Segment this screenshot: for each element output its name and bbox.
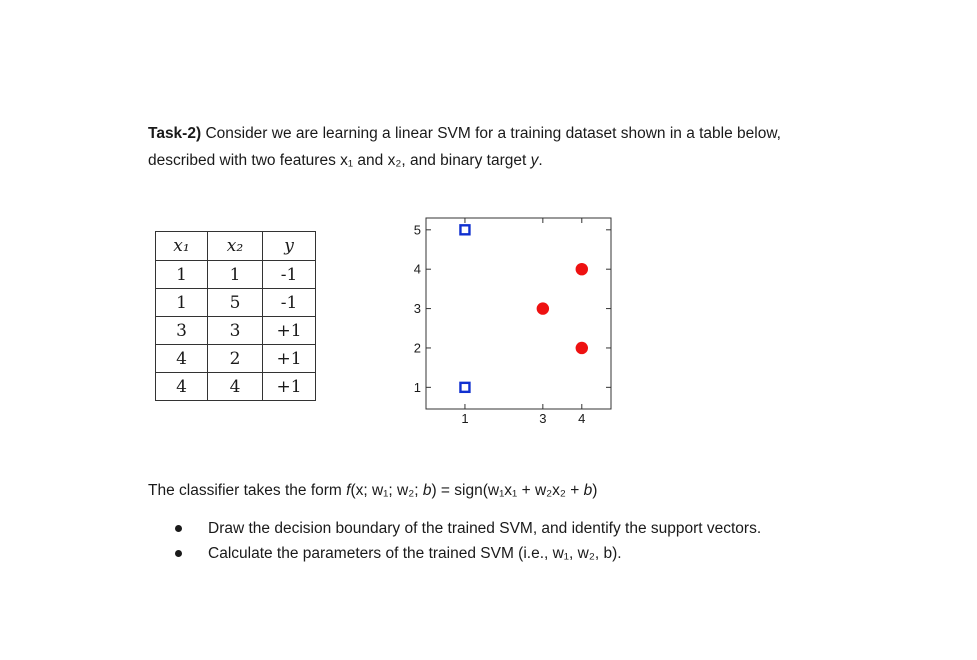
list-item: [175, 516, 761, 541]
table-cell: 3: [208, 317, 263, 345]
data-point-positive: [576, 263, 588, 275]
bullet-text: Calculate the parameters of the trained SVM (i.e., w₁, w₂, b).: [208, 545, 622, 562]
bullet-icon: [175, 525, 182, 532]
table-cell: 4: [156, 345, 208, 373]
table-cell: 2: [208, 345, 263, 373]
table-cell: +1: [263, 345, 316, 373]
x-tick-label: 1: [461, 411, 469, 426]
table-cell: 4: [156, 373, 208, 401]
header-x2: x₂: [208, 232, 263, 261]
classifier-b: b: [422, 482, 432, 499]
task-line-2-text: described with two features x₁ and x₂, and binary target: [148, 152, 531, 169]
y-tick-label: 3: [413, 301, 421, 317]
task-line-1-text: Consider we are learning a linear SVM for a training dataset shown in a table below,: [205, 125, 781, 142]
classifier-end: ): [592, 482, 598, 499]
task-label: Task-2): [148, 125, 202, 142]
table-cell: 1: [208, 261, 263, 289]
classifier-text: The classifier takes the form: [148, 482, 347, 499]
data-point-positive: [537, 302, 549, 314]
x-tick-label: 4: [578, 411, 586, 426]
y-tick-label: 2: [413, 340, 421, 356]
table-cell: -1: [263, 289, 316, 317]
table-cell: 3: [156, 317, 208, 345]
table-cell: +1: [263, 373, 316, 401]
classifier-form: [148, 482, 597, 500]
table-cell: -1: [263, 261, 316, 289]
header-y: y: [263, 232, 316, 261]
data-point-negative: [460, 225, 469, 234]
table-cell: 1: [156, 261, 208, 289]
x-tick-label: 3: [539, 411, 547, 426]
data-point-positive: [576, 342, 588, 354]
y-tick-label: 1: [413, 379, 421, 395]
bullet-icon: [175, 550, 182, 557]
table-cell: +1: [263, 317, 316, 345]
table-cell: 4: [208, 373, 263, 401]
classifier-f: f: [346, 482, 351, 499]
table-cell: 1: [156, 289, 208, 317]
classifier-args: (x; w₁; w₂;: [350, 482, 423, 499]
y-tick-label: 4: [413, 261, 421, 277]
plot-frame: [426, 218, 611, 409]
table-cell: 5: [208, 289, 263, 317]
task-line-2-end: .: [538, 152, 543, 169]
task-bullets: [175, 516, 761, 566]
classifier-sign: ) = sign(w₁x₁ + w₂x₂ +: [431, 482, 584, 499]
y-tick-label: 5: [413, 222, 421, 238]
classifier-b2: b: [583, 482, 593, 499]
bullet-text: Draw the decision boundary of the trained SVM, and identify the support vectors.: [208, 520, 762, 537]
list-item: [175, 541, 761, 566]
header-x1: x₁: [156, 232, 208, 261]
task-target-var: y: [530, 152, 539, 169]
data-point-negative: [460, 383, 469, 392]
